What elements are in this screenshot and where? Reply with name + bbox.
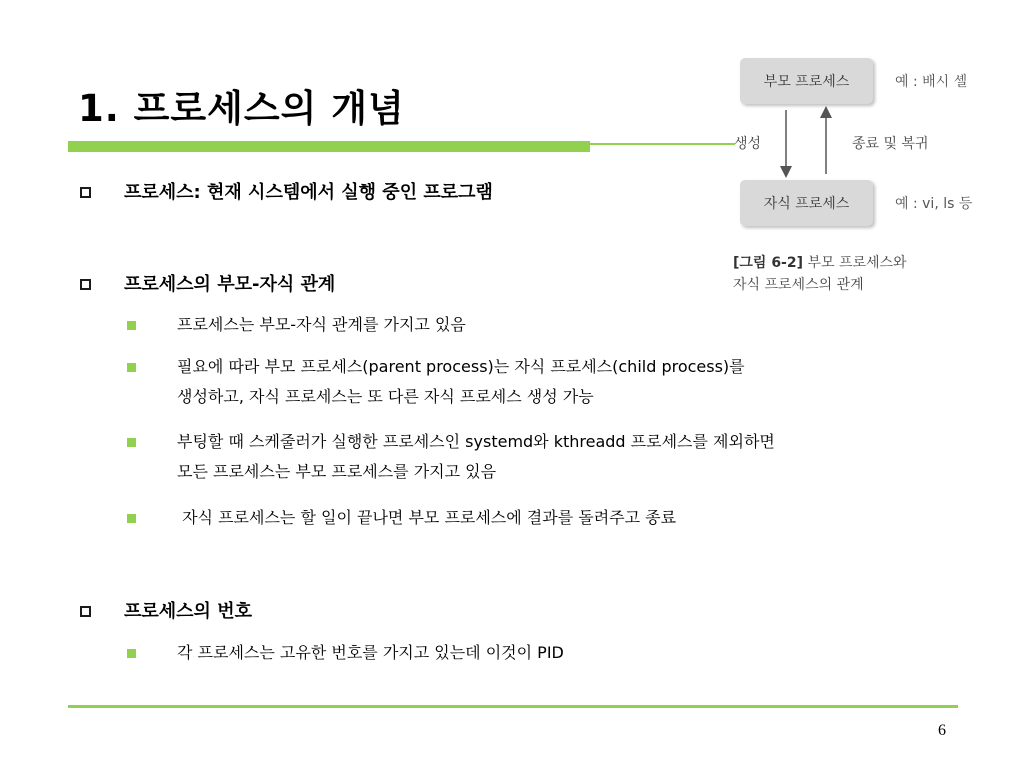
title-underline-bar — [68, 141, 590, 152]
parent-example-label: 예 : 배시 셸 — [895, 74, 968, 90]
section-heading-process: 프로세스: 현재 시스템에서 실행 중인 프로그램 — [80, 178, 493, 204]
hollow-square-bullet-icon — [80, 187, 91, 198]
figure-number: [그림 6-2] — [733, 255, 804, 271]
section-heading-pid: 프로세스의 번호 — [80, 597, 252, 623]
list-item: 필요에 따라 부모 프로세스(parent process)는 자식 프로세스(child process)를 생성하고, 자식 프로세스는 또 다른 자식 프로세스 생성 가능 — [127, 352, 745, 412]
footer-divider — [68, 705, 958, 708]
green-square-bullet-icon — [127, 321, 136, 330]
list-item: 자식 프로세스는 할 일이 끝나면 부모 프로세스에 결과를 돌려주고 종료 — [127, 503, 676, 533]
hollow-square-bullet-icon — [80, 279, 91, 290]
slide-title: 1. 프로세스의 개념 — [78, 87, 405, 130]
process-relationship-figure — [700, 50, 1000, 310]
child-process-box: 자식 프로세스 — [740, 180, 873, 226]
page-number: 6 — [938, 722, 946, 739]
hollow-square-bullet-icon — [80, 606, 91, 617]
green-square-bullet-icon — [127, 514, 136, 523]
list-item: 부팅할 때 스케줄러가 실행한 프로세스인 systemd와 kthreadd 프로세스를 제외하면 모든 프로세스는 부모 프로세스를 가지고 있음 — [127, 427, 775, 487]
exit-return-label: 종료 및 복귀 — [852, 136, 929, 152]
child-example-label: 예 : vi, ls 등 — [895, 196, 973, 212]
parent-process-box: 부모 프로세스 — [740, 58, 873, 104]
section-heading-parent-child: 프로세스의 부모-자식 관계 — [80, 270, 335, 296]
green-square-bullet-icon — [127, 363, 136, 372]
create-label: 생성 — [734, 136, 762, 152]
green-square-bullet-icon — [127, 438, 136, 447]
figure-caption: [그림 6-2] 부모 프로세스와 자식 프로세스의 관계 — [733, 255, 907, 293]
green-square-bullet-icon — [127, 649, 136, 658]
list-item: 각 프로세스는 고유한 번호를 가지고 있는데 이것이 PID — [127, 638, 564, 668]
list-item: 프로세스는 부모-자식 관계를 가지고 있음 — [127, 310, 466, 340]
